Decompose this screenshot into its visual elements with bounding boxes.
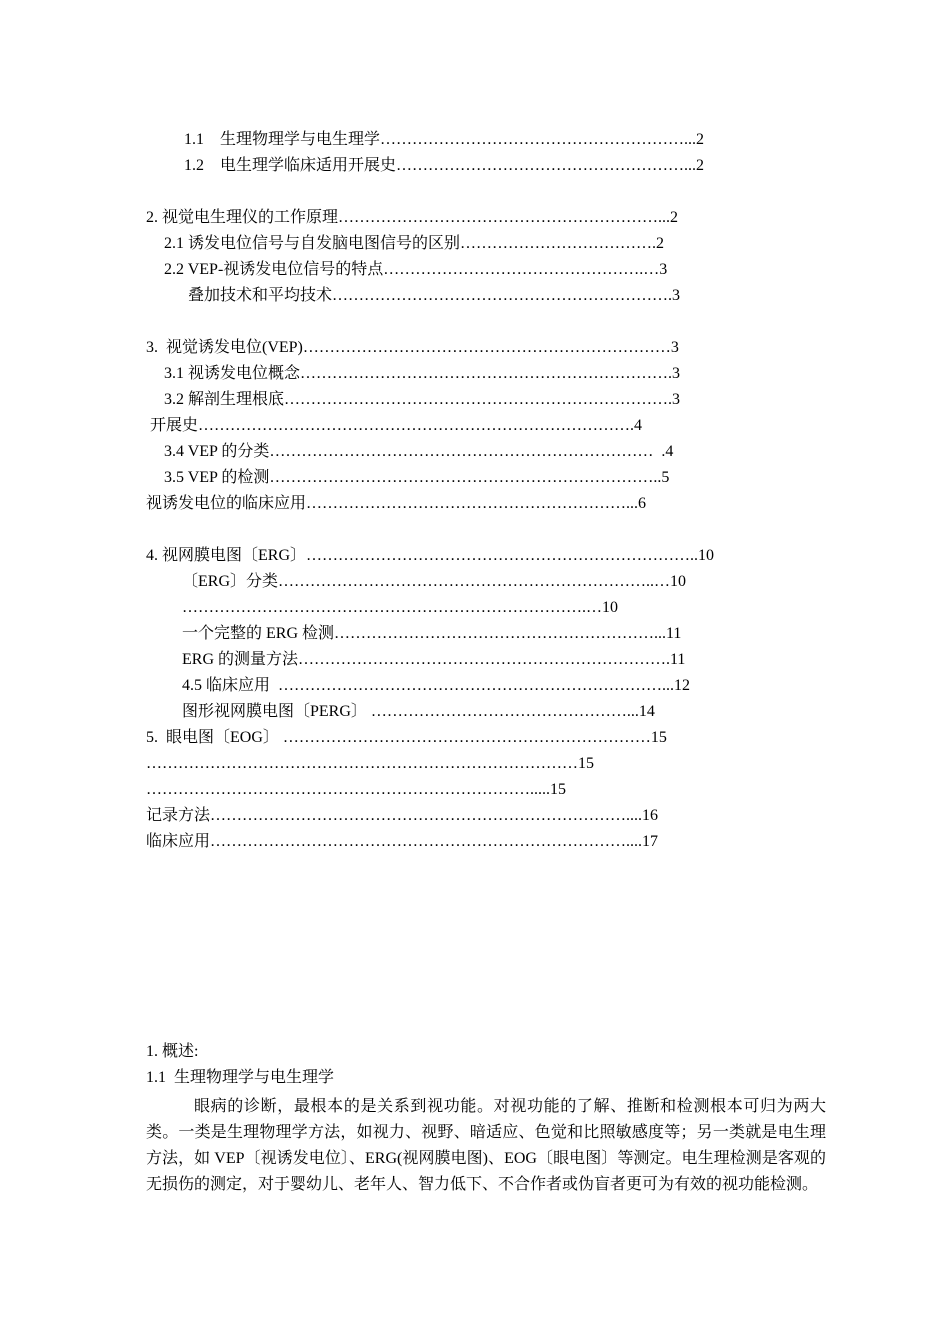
toc-entry: 3. 视觉诱发电位(VEP)……………………………………………………………3 — [146, 339, 679, 356]
toc-entry: 3.4 VEP 的分类……………………………………………………………… .4 — [164, 443, 674, 460]
body-paragraph: 眼病的诊断，最根本的是关系到视功能。对视功能的了解、推断和检测根本可归为两大类。一类是生理物理学方法，如视力、视野、暗适应、色觉和比照敏感度等；另一类就是电生理方法，如 VEP〔视诱发电位〕、ERG(视网膜电图)、EOG〔眼电图〕等测定。电生理检测是客观的无损伤的测定，对于婴幼儿、老年人、智力低下、不合作者或伪盲者更可为有效的视功能检测。 — [146, 1098, 826, 1193]
toc-entry: 1.1 生理物理学与电生理学…………………………………………………...2 — [184, 131, 705, 148]
toc-entry: 4. 视网膜电图〔ERG〕………………………………………………………………..10 — [146, 547, 715, 564]
toc-entry: 2.2 VEP-视诱发电位信号的特点………………………………………….…3 — [164, 261, 668, 278]
toc-entry: 〔ERG〕分类……………………………………………………………..…10 — [182, 573, 687, 590]
toc-entry: 1.2 电生理学临床适用开展史………………………………………………...2 — [184, 157, 705, 174]
subsection-heading: 1.1 生理物理学与电生理学 — [146, 1069, 335, 1086]
toc-entry: 2.1 诱发电位信号与自发脑电图信号的区别……………………………….2 — [164, 235, 665, 252]
toc-entry: ……………………………………………………………….....15 — [146, 781, 566, 798]
toc-entry: 3.2 解剖生理根底……………………………………………………………….3 — [164, 391, 681, 408]
toc-entry: 一个完整的 ERG 检测……………………………………………………...11 — [182, 625, 682, 642]
toc-entry: 图形视网膜电图〔PERG〕 …………………………………………...14 — [182, 703, 655, 720]
toc-entry: ………………………………………………………………….…10 — [182, 599, 618, 616]
toc-entry: ………………………………………………………………………15 — [146, 755, 594, 772]
toc-entry: 3.5 VEP 的检测………………………………………………………………..5 — [164, 469, 670, 486]
toc-entry: 4.5 临床应用 ………………………………………………………………...12 — [182, 677, 691, 694]
toc-entry: 叠加技术和平均技术……………………………………………………….3 — [188, 287, 681, 304]
toc-entry: 5. 眼电图〔EOG〕 ……………………………………………………………15 — [146, 729, 667, 746]
toc-entry: 记录方法……………………………………………………………………....16 — [146, 807, 659, 824]
toc-entry: 2. 视觉电生理仪的工作原理……………………………………………………...2 — [146, 209, 679, 226]
toc-entry: 临床应用……………………………………………………………………....17 — [146, 833, 659, 850]
section-heading: 1. 概述: — [146, 1043, 199, 1060]
toc-entry: 开展史……………………………………………………………………….4 — [150, 417, 643, 434]
toc-entry: 3.1 视诱发电位概念…………………………………………………………….3 — [164, 365, 681, 382]
toc-entry: 视诱发电位的临床应用……………………………………………………...6 — [146, 495, 647, 512]
toc-entry: ERG 的测量方法…………………………………………………………….11 — [182, 651, 686, 668]
